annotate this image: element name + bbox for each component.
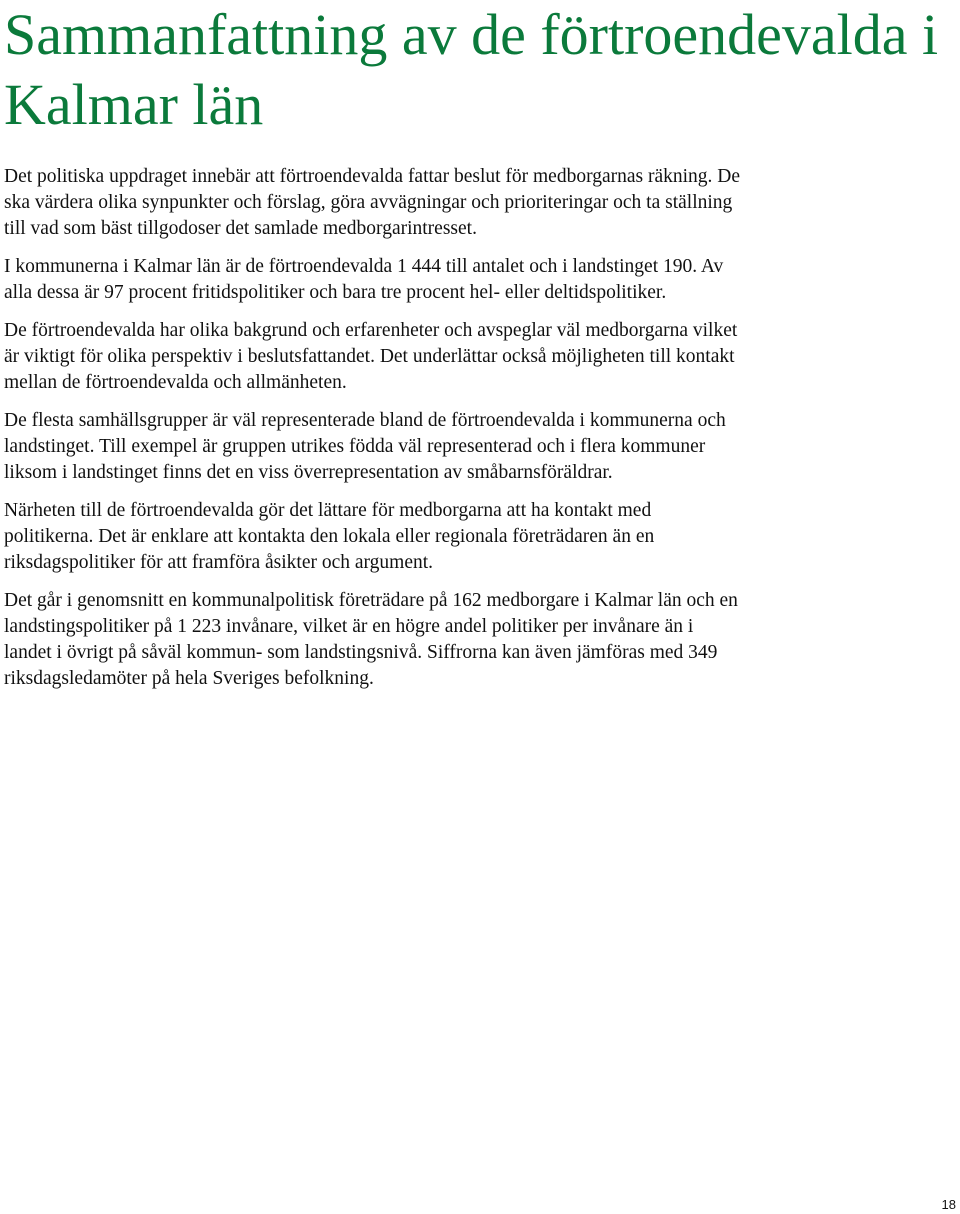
- paragraph-genomsnitt: Det går i genomsnitt en kommunalpolitisk företrädare på 162 medborgare i Kalmar län och en landstingspolitiker på 1 223 invånare, vilket är en högre andel politiker per invånare än i landet i övrigt på såväl kommun- som landstingsnivå. Siffrorna kan även jämföras med 349 riksdagsledamöter på hela Sveriges befolkning.: [4, 590, 738, 689]
- paragraph-narheten: Närheten till de förtroendevalda gör det lättare för medborgarna att ha kontakt med politikerna. Det är enklare att kontakta den lokala eller regionala företrädaren än en riksdagspolitiker för att framföra åsikter och argument.: [4, 500, 655, 573]
- paragraph-bakgrund: De förtroendevalda har olika bakgrund och erfarenheter och avspeglar väl medborgarna vilket är viktigt för olika perspektiv i beslutsfattandet. Det underlättar också möjligheten till kontakt mellan de förtroendevalda och allmänheten.: [4, 320, 738, 393]
- paragraph-uppdraget: Det politiska uppdraget innebär att förtroendevalda fattar beslut för medborgarnas räkning. De ska värdera olika synpunkter och förslag, göra avvägningar och prioriteringar och ta ställning till vad som bäst tillgodoser det samlade medborgarintresset.: [4, 166, 741, 239]
- page-number: 18: [941, 1197, 956, 1212]
- body-text: [4, 164, 744, 704]
- paragraph-antal: I kommunerna i Kalmar län är de förtroendevalda 1 444 till antalet och i landstinget 190. Av alla dessa är 97 procent fritidspolitiker och bara tre procent hel- eller deltidspolitiker.: [4, 256, 724, 303]
- paragraph-samhallsgrupper: De flesta samhällsgrupper är väl representerade bland de förtroendevalda i kommunerna och landstinget. Till exempel är gruppen utrikes födda väl representerad och i flera kommuner liksom i landstinget finns det en viss överrepresentation av småbarnsföräldrar.: [4, 410, 726, 483]
- page-title: Sammanfattning av de förtroendevalda i Kalmar län: [4, 2, 939, 137]
